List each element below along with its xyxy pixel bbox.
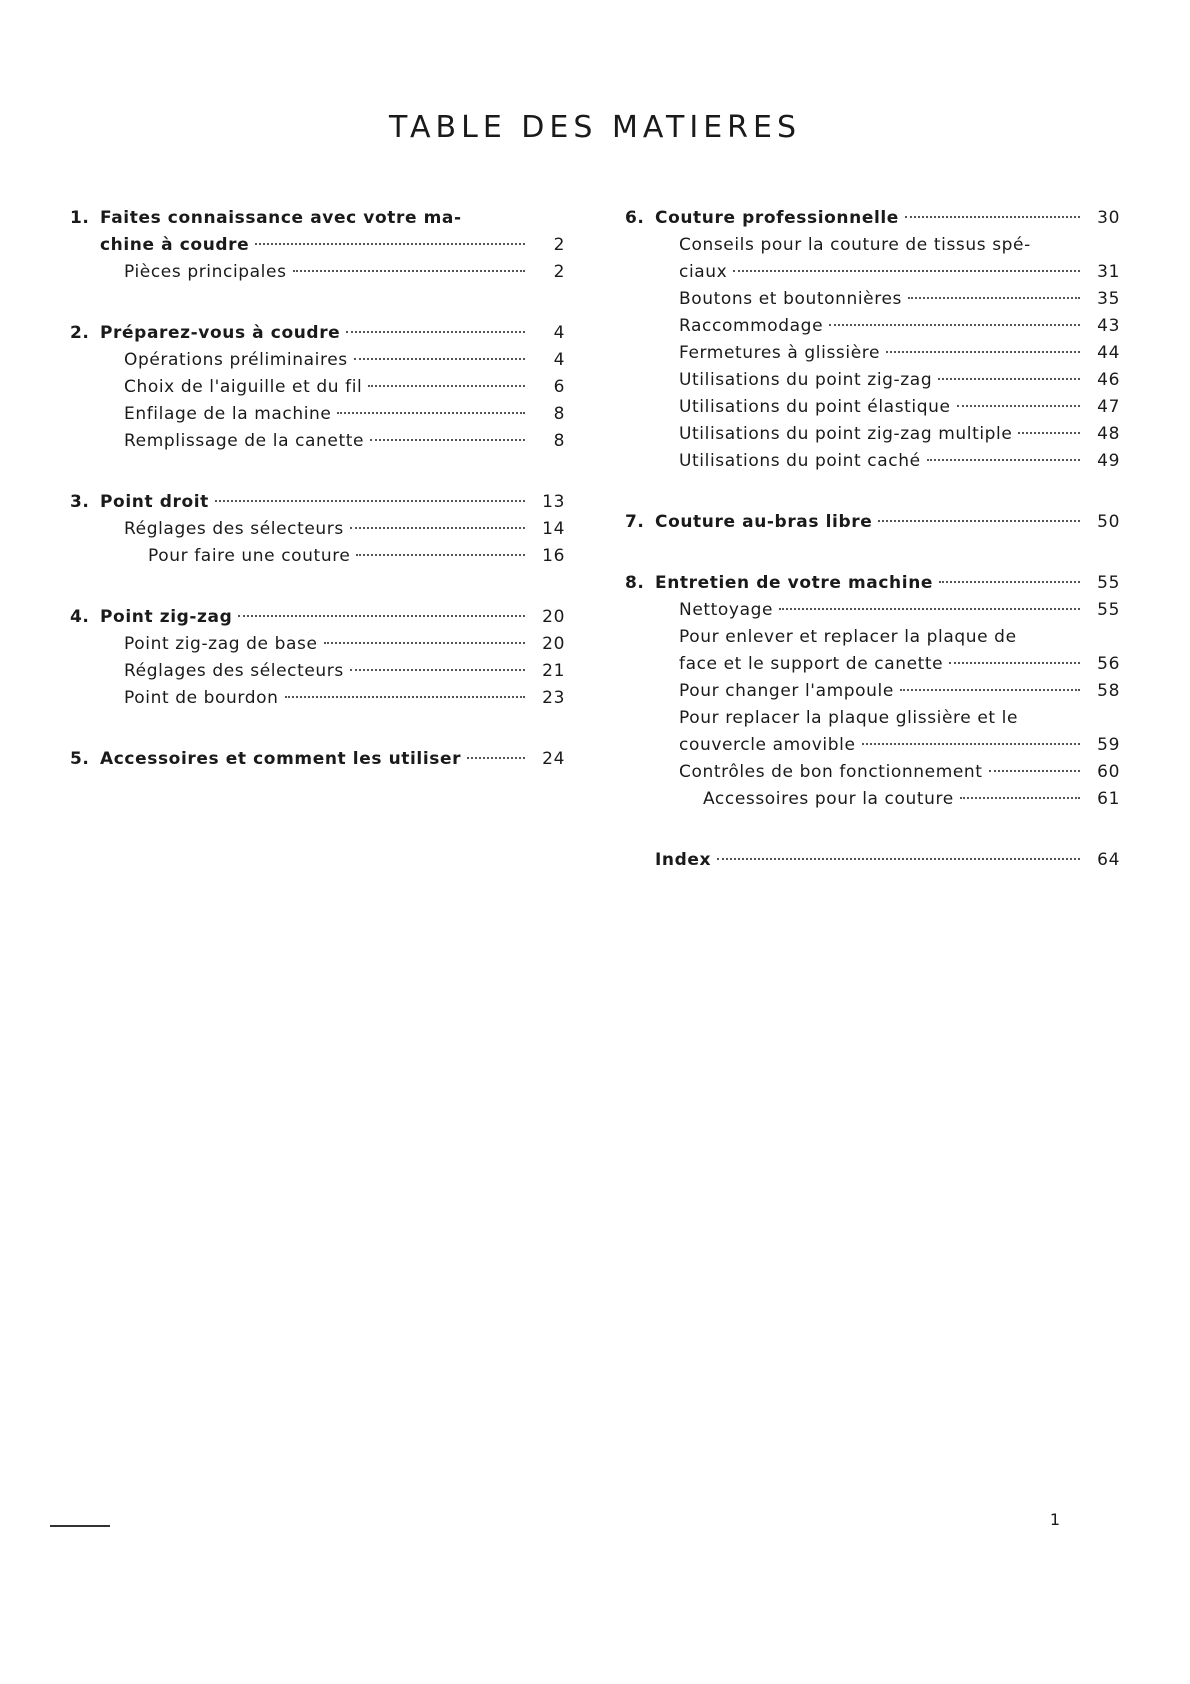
dot-leader <box>285 696 526 698</box>
toc-row <box>70 631 565 658</box>
entry-text: Point zig-zag de base <box>124 634 318 654</box>
toc-row <box>625 509 1120 536</box>
page-ref: 49 <box>1097 451 1120 471</box>
section-number: 1. <box>70 208 90 228</box>
entry-text: Pour replacer la plaque glissière et le <box>679 708 1019 728</box>
entry-text: Choix de l'aiguille et du fil <box>124 377 363 397</box>
page-ref: 47 <box>1097 397 1120 417</box>
toc-section <box>625 847 1120 874</box>
section-number: 3. <box>70 492 90 512</box>
page-ref: 13 <box>542 492 565 512</box>
dot-leader <box>829 324 1080 326</box>
entry-text: Fermetures à glissière <box>679 343 881 363</box>
entry-text: Utilisations du point zig-zag <box>679 370 933 390</box>
dot-leader <box>215 500 525 502</box>
dot-leader <box>905 216 1080 218</box>
entry-text: Couture professionnelle <box>655 208 899 228</box>
scan-mark-rule <box>50 1525 110 1527</box>
entry-text: couvercle amovible <box>679 735 856 755</box>
dot-leader <box>779 608 1080 610</box>
dot-leader <box>255 243 525 245</box>
toc-page <box>70 110 1120 1590</box>
toc-row <box>70 259 565 286</box>
dot-leader <box>350 527 525 529</box>
entry-text: Pour changer l'ampoule <box>679 681 894 701</box>
entry-text: Accessoires et comment les utiliser <box>100 749 462 769</box>
page-ref: 43 <box>1097 316 1120 336</box>
toc-row <box>625 651 1120 678</box>
entry-text: Nettoyage <box>679 600 774 620</box>
page-ref: 21 <box>542 661 565 681</box>
toc-row <box>625 570 1120 597</box>
toc-section <box>70 604 565 712</box>
section-number: 8. <box>625 573 645 593</box>
dot-leader <box>908 297 1080 299</box>
toc-row <box>625 759 1120 786</box>
entry-text: face et le support de canette <box>679 654 944 674</box>
entry-text: Conseils pour la couture de tissus spé- <box>679 235 1031 255</box>
dot-leader <box>878 520 1080 522</box>
dot-leader <box>733 270 1080 272</box>
page-ref: 58 <box>1097 681 1120 701</box>
dot-leader <box>939 581 1080 583</box>
dot-leader <box>862 743 1080 745</box>
page-ref: 6 <box>553 377 565 397</box>
page-ref: 44 <box>1097 343 1120 363</box>
page-ref: 20 <box>542 634 565 654</box>
entry-text: Point droit <box>100 492 209 512</box>
page-ref: 8 <box>553 404 565 424</box>
dot-leader <box>957 405 1080 407</box>
dot-leader <box>293 270 525 272</box>
dot-leader <box>346 331 525 333</box>
entry-text: Utilisations du point élastique <box>679 397 951 417</box>
entry-text: Accessoires pour la couture <box>703 789 954 809</box>
toc-row <box>625 678 1120 705</box>
toc-section <box>70 489 565 570</box>
dot-leader <box>938 378 1080 380</box>
dot-leader <box>949 662 1080 664</box>
toc-row <box>625 394 1120 421</box>
section-number: 6. <box>625 208 645 228</box>
page-ref: 23 <box>542 688 565 708</box>
toc-row <box>625 732 1120 759</box>
dot-leader <box>927 459 1080 461</box>
dot-leader <box>368 385 525 387</box>
toc-section <box>625 509 1120 536</box>
dot-leader <box>717 858 1080 860</box>
page-ref: 16 <box>542 546 565 566</box>
page-title: TABLE DES MATIERES <box>389 110 801 145</box>
entry-text: Pour faire une couture <box>148 546 351 566</box>
toc-row <box>70 232 565 259</box>
page-ref: 2 <box>553 235 565 255</box>
toc-row <box>70 604 565 631</box>
entry-text: Entretien de votre machine <box>655 573 934 593</box>
entry-text: Préparez-vous à coudre <box>100 323 341 343</box>
toc-section <box>70 205 565 286</box>
toc-row <box>70 489 565 516</box>
page-ref: 8 <box>553 431 565 451</box>
page-ref: 55 <box>1097 573 1120 593</box>
toc-row <box>70 320 565 347</box>
page-ref: 64 <box>1097 850 1120 870</box>
toc-row <box>70 401 565 428</box>
page-ref: 35 <box>1097 289 1120 309</box>
toc-row <box>70 205 565 232</box>
entry-text: Enfilage de la machine <box>124 404 332 424</box>
entry-text: Point de bourdon <box>124 688 279 708</box>
toc-section <box>625 570 1120 813</box>
page-ref: 24 <box>542 749 565 769</box>
toc-row <box>625 847 1120 874</box>
dot-leader <box>324 642 526 644</box>
page-ref: 56 <box>1097 654 1120 674</box>
toc-section <box>625 205 1120 475</box>
section-number: 2. <box>70 323 90 343</box>
toc-row <box>625 448 1120 475</box>
page-ref: 20 <box>542 607 565 627</box>
toc-row <box>625 340 1120 367</box>
toc-row <box>70 746 565 773</box>
dot-leader <box>467 757 525 759</box>
page-ref: 61 <box>1097 789 1120 809</box>
entry-text: Raccommodage <box>679 316 824 336</box>
toc-row <box>625 597 1120 624</box>
toc-row <box>625 286 1120 313</box>
entry-text: Utilisations du point caché <box>679 451 921 471</box>
toc-section <box>70 320 565 455</box>
toc-row <box>625 367 1120 394</box>
toc-row <box>625 705 1120 732</box>
toc-row <box>70 543 565 570</box>
entry-text: Pièces principales <box>124 262 287 282</box>
toc-row <box>625 313 1120 340</box>
dot-leader <box>370 439 525 441</box>
page-ref: 60 <box>1097 762 1120 782</box>
toc-columns <box>70 205 1120 908</box>
dot-leader <box>356 554 525 556</box>
entry-text: chine à coudre <box>100 235 250 255</box>
page-ref: 30 <box>1097 208 1120 228</box>
entry-text: Couture au-bras libre <box>655 512 873 532</box>
section-number: 5. <box>70 749 90 769</box>
entry-text: ciaux <box>679 262 728 282</box>
toc-row <box>70 374 565 401</box>
toc-row <box>625 624 1120 651</box>
toc-row <box>625 232 1120 259</box>
toc-row <box>70 347 565 374</box>
toc-section <box>70 746 565 773</box>
page-ref: 14 <box>542 519 565 539</box>
toc-row <box>625 259 1120 286</box>
page-number: 1 <box>1049 1510 1060 1529</box>
toc-left-column <box>70 205 565 908</box>
section-number: 7. <box>625 512 645 532</box>
dot-leader <box>350 669 525 671</box>
page-ref: 2 <box>553 262 565 282</box>
section-number: 4. <box>70 607 90 627</box>
dot-leader <box>900 689 1080 691</box>
dot-leader <box>886 351 1080 353</box>
toc-row <box>70 658 565 685</box>
entry-text: Contrôles de bon fonctionnement <box>679 762 983 782</box>
toc-right-column <box>625 205 1120 908</box>
page-ref: 55 <box>1097 600 1120 620</box>
dot-leader <box>960 797 1080 799</box>
entry-text: Réglages des sélecteurs <box>124 519 344 539</box>
entry-text: Utilisations du point zig-zag multiple <box>679 424 1013 444</box>
entry-text: Boutons et boutonnières <box>679 289 902 309</box>
page-ref: 4 <box>553 323 565 343</box>
page-ref: 50 <box>1097 512 1120 532</box>
entry-text: Opérations préliminaires <box>124 350 348 370</box>
page-ref: 48 <box>1097 424 1120 444</box>
entry-text: Index <box>655 850 712 870</box>
toc-row <box>625 205 1120 232</box>
toc-row <box>625 421 1120 448</box>
page-ref: 4 <box>553 350 565 370</box>
entry-text: Remplissage de la canette <box>124 431 365 451</box>
entry-text: Faites connaissance avec votre ma- <box>100 208 462 228</box>
dot-leader <box>989 770 1080 772</box>
toc-row <box>70 516 565 543</box>
entry-text: Réglages des sélecteurs <box>124 661 344 681</box>
toc-row <box>625 786 1120 813</box>
entry-text: Point zig-zag <box>100 607 233 627</box>
toc-row <box>70 428 565 455</box>
entry-text: Pour enlever et replacer la plaque de <box>679 627 1017 647</box>
page-ref: 46 <box>1097 370 1120 390</box>
dot-leader <box>337 412 525 414</box>
page-ref: 59 <box>1097 735 1120 755</box>
page-ref: 31 <box>1097 262 1120 282</box>
toc-row <box>70 685 565 712</box>
dot-leader <box>354 358 525 360</box>
dot-leader <box>1018 432 1080 434</box>
dot-leader <box>238 615 525 617</box>
